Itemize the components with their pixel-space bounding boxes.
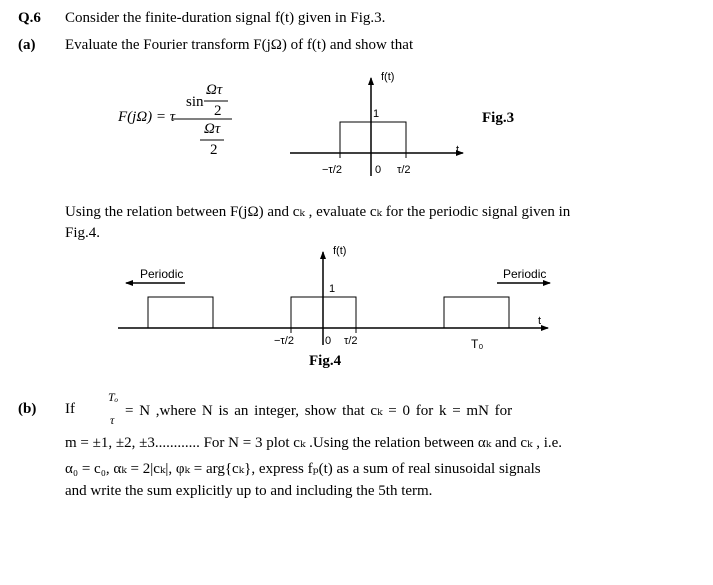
b-line-4: and write the sum explicitly up to and including the 5th term. (65, 483, 433, 499)
question-number: Q.6 (18, 10, 41, 26)
fig3-t-label: t (456, 144, 460, 156)
b-line-3: α₀ = c₀, αₖ = 2|cₖ|, φₖ = arg{cₖ}, express fₚ(t) as a sum of real sinusoidal signals (65, 461, 541, 477)
fig4-t-label: t (538, 315, 542, 327)
fig4-tick-neg: −τ/2 (274, 335, 294, 347)
b-line-2: m = ±1, ±2, ±3............ For N = 3 plot cₖ .Using the relation between αₖ and cₖ , i.e. (65, 435, 563, 451)
fig4-pulse-left (148, 297, 213, 328)
fig3-height-label: 1 (373, 108, 380, 120)
part-b-label: (b) (18, 401, 37, 417)
fig4-ylabel: f(t) (333, 245, 347, 257)
fig3-tick-pos: τ/2 (397, 164, 411, 176)
b-line-1: = N ,where N is an integer, show that cₖ = 0 for k = mN for (125, 403, 513, 419)
fig4-pulse-right (444, 297, 509, 328)
fig4-tick-pos: τ/2 (344, 335, 358, 347)
text-line-2: Evaluate the Fourier transform F(jΩ) of f(t) and show that (65, 37, 414, 53)
fig4-periodic-left: Periodic (140, 267, 184, 281)
fig3-caption: Fig.3 (482, 110, 515, 126)
fig3-pulse (340, 122, 406, 153)
fig4-period-label: T₀ (471, 337, 484, 351)
formula-sin: sin (186, 94, 204, 110)
formula-den-bottom: 2 (210, 142, 218, 158)
b-frac-top: Tₒ (108, 390, 119, 404)
relation-line-1: Using the relation between F(jΩ) and cₖ , evaluate cₖ for the periodic signal given in (65, 204, 571, 220)
b-frac-bottom: τ (110, 413, 115, 427)
fig3-tick-neg: −τ/2 (322, 164, 342, 176)
fig4-height-label: 1 (329, 283, 336, 295)
formula-den-top: Ωτ (204, 121, 221, 137)
fig4-periodic-right: Periodic (503, 267, 547, 281)
formula-num-bottom: 2 (214, 103, 222, 119)
fig3-tick-zero: 0 (375, 164, 382, 176)
b-if: If (65, 401, 75, 417)
fig3-ylabel: f(t) (381, 71, 395, 83)
text-line-1: Consider the finite-duration signal f(t) given in Fig.3. (65, 10, 386, 26)
part-a-label: (a) (18, 37, 36, 53)
formula-num-top: Ωτ (206, 82, 223, 98)
relation-line-2: Fig.4. (65, 225, 101, 241)
fig4-tick-zero: 0 (325, 335, 332, 347)
fig4-caption: Fig.4 (309, 353, 342, 369)
formula-lhs: F(jΩ) = τ (118, 109, 176, 125)
